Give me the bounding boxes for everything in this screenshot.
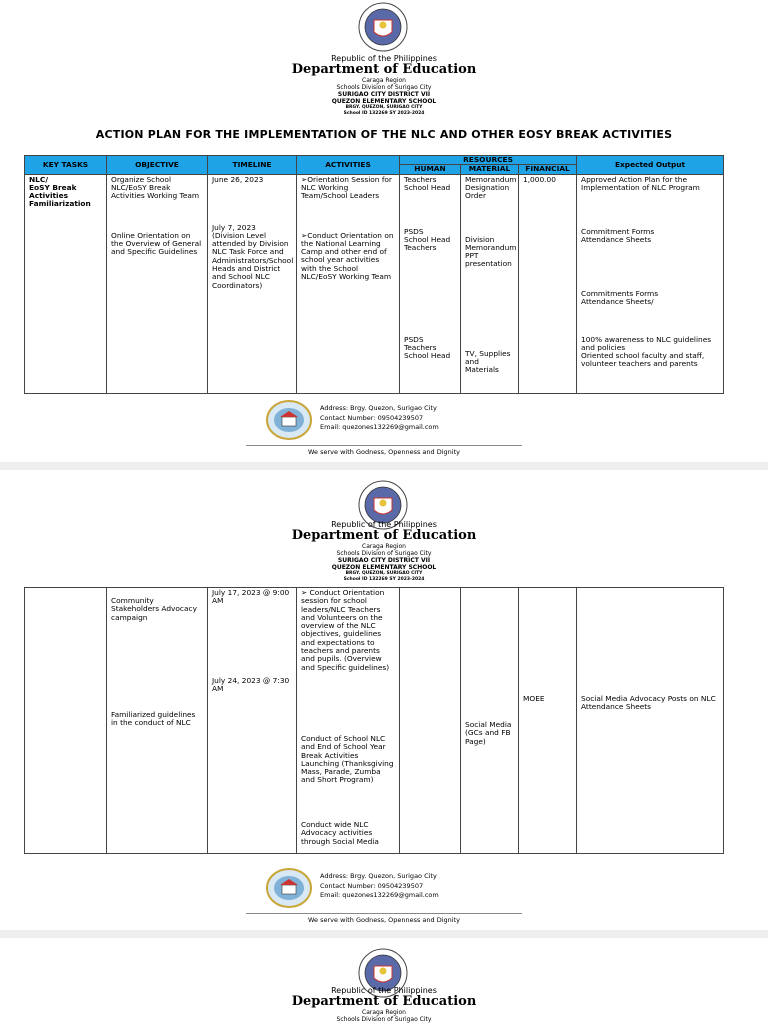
- region-line: Caraga Region: [362, 543, 406, 550]
- activity-cell: Conduct of School NLC and End of School Year Break Activities Launching (Thanksgiving Mass, Parade, Zumba and Short Program): [301, 734, 394, 785]
- deped-seal-icon: [358, 2, 408, 52]
- region-line: Caraga Region: [362, 77, 406, 84]
- document-title: ACTION PLAN FOR THE IMPLEMENTATION OF THE NLC AND OTHER EOSY BREAK ACTIVITIES: [95, 128, 673, 141]
- school-address: BRGY. QUEZON, SURIGAO CITY: [345, 105, 423, 110]
- document-page-2: [0, 470, 768, 930]
- financial-resource-cell: 1,000.00: [523, 174, 556, 184]
- document-page-1: [0, 0, 768, 462]
- header-resources: RESOURCES: [400, 156, 577, 165]
- department-name: Department of Education: [291, 62, 477, 77]
- action-plan-table-continued: [24, 587, 724, 854]
- activity-cell: Conduct wide NLC Advocacy activities through Social Media: [301, 820, 379, 846]
- header-objective: OBJECTIVE: [107, 156, 208, 175]
- header-financial: FINANCIAL: [519, 165, 577, 174]
- objective-cell: Familiarized guidelines in the conduct of NLC: [111, 710, 196, 728]
- activity-cell: ➢Conduct Orientation on the National Learning Camp and other end of school year activities with the School NLC/EoSY Working Team: [301, 230, 394, 282]
- footer-motto: We serve with Godness, Openness and Dignity: [308, 448, 460, 456]
- republic-line: Republic of the Philippines: [331, 986, 437, 995]
- material-resource-cell: TV, Supplies and Materials: [465, 348, 511, 375]
- timeline-cell: July 24, 2023 @ 7:30 AM: [212, 676, 290, 694]
- department-name: Department of Education: [291, 528, 477, 543]
- school-logo-icon: [266, 868, 312, 908]
- human-resource-cell: Teachers School Head: [404, 174, 451, 192]
- material-resource-cell: Social Media (GCs and FB Page): [465, 720, 512, 746]
- expected-output-cell: Commitments Forms Attendance Sheets/: [581, 288, 659, 306]
- human-resource-cell: PSDS Teachers School Head: [404, 334, 451, 361]
- letterhead: [0, 54, 768, 116]
- expected-output-cell: Approved Action Plan for the Implementation of NLC Program: [581, 174, 700, 192]
- timeline-cell: July 7, 2023 (Division Level attended by Division NLC Task Force and Administrators/School Heads and District and School NLC Coordinators): [212, 222, 294, 290]
- header-activities: ACTIVITIES: [297, 156, 400, 175]
- school-name: QUEZON ELEMENTARY SCHOOL: [331, 98, 437, 105]
- letterhead: [0, 986, 768, 1023]
- department-name: Department of Education: [291, 994, 477, 1009]
- page-footer: [0, 400, 768, 460]
- footer-contact: [320, 872, 439, 901]
- human-resource-cell: PSDS School Head Teachers: [404, 226, 451, 253]
- key-task-cell: NLC/ EoSY Break Activities Familiarization: [29, 174, 91, 209]
- division-line: Schools Division of Surigao City: [336, 84, 432, 91]
- table-row: [25, 174, 724, 393]
- header-human: HUMAN: [400, 165, 461, 174]
- expected-output-cell: Social Media Advocacy Posts on NLC Attendance Sheets: [581, 694, 716, 712]
- activity-cell: ➢ Conduct Orientation session for school leaders/NLC Teachers and Volunteers on the overview of the NLC objectives, guidelines and expectations to teachers and parents and pupils. (Overview and Specific guidelines): [301, 588, 390, 672]
- footer-divider: [246, 445, 522, 446]
- header-key-tasks: KEY TASKS: [25, 156, 107, 175]
- footer-divider: [246, 913, 522, 914]
- document-page-3: [0, 938, 768, 1024]
- footer-motto: We serve with Godness, Openness and Dignity: [308, 916, 460, 924]
- table-row: [25, 588, 724, 854]
- republic-line: Republic of the Philippines: [331, 54, 437, 63]
- footer-address: Address: Brgy. Quezon, Surigao City: [320, 872, 437, 880]
- action-plan-table: [24, 155, 724, 394]
- division-line: Schools Division of Surigao City: [336, 550, 432, 557]
- district-line: SURIGAO CITY DISTRICT VII: [337, 91, 431, 98]
- page-footer: [0, 868, 768, 928]
- material-resource-cell: Division Memorandum PPT presentation: [465, 234, 517, 269]
- header-expected-output: Expected Output: [577, 156, 724, 175]
- school-id: School ID 132269 SY 2023-2024: [343, 110, 425, 116]
- expected-output-cell: 100% awareness to NLC guidelines and policies Oriented school faculty and staff, volunteer teachers and parents: [581, 334, 712, 369]
- material-resource-cell: Memorandum Designation Order: [465, 174, 517, 201]
- region-line: Caraga Region: [362, 1009, 406, 1016]
- footer-contact-number: Contact Number: 09504239507: [320, 413, 424, 422]
- objective-cell: Online Orientation on the Overview of General and Specific Guidelines: [111, 230, 202, 257]
- school-logo-icon: [266, 400, 312, 440]
- district-line: SURIGAO CITY DISTRICT VII: [337, 557, 431, 564]
- header-material: MATERIAL: [461, 165, 519, 174]
- division-line: Schools Division of Surigao City: [336, 1016, 432, 1023]
- footer-address: Address: Brgy. Quezon, Surigao City: [320, 404, 437, 412]
- expected-output-cell: Commitment Forms Attendance Sheets: [581, 226, 655, 244]
- letterhead: [0, 520, 768, 582]
- republic-line: Republic of the Philippines: [331, 520, 437, 529]
- footer-email: Email: quezones132269@gmail.com: [320, 423, 439, 431]
- objective-cell: Community Stakeholders Advocacy campaign: [111, 596, 197, 622]
- header-timeline: TIMELINE: [208, 156, 297, 175]
- school-address: BRGY. QUEZON, SURIGAO CITY: [345, 571, 423, 576]
- school-name: QUEZON ELEMENTARY SCHOOL: [331, 564, 437, 571]
- school-id: School ID 132269 SY 2023-2024: [343, 576, 425, 582]
- timeline-cell: July 17, 2023 @ 9:00 AM: [212, 588, 290, 606]
- footer-contact: [320, 404, 439, 433]
- footer-email: Email: quezones132269@gmail.com: [320, 891, 439, 899]
- activity-cell: ➢Orientation Session for NLC Working Team/School Leaders: [301, 174, 392, 201]
- footer-contact-number: Contact Number: 09504239507: [320, 881, 424, 890]
- financial-resource-cell: MOEE: [523, 694, 545, 703]
- timeline-cell: June 26, 2023: [212, 174, 264, 184]
- objective-cell: Organize School NLC/EoSY Break Activities Working Team: [111, 174, 200, 201]
